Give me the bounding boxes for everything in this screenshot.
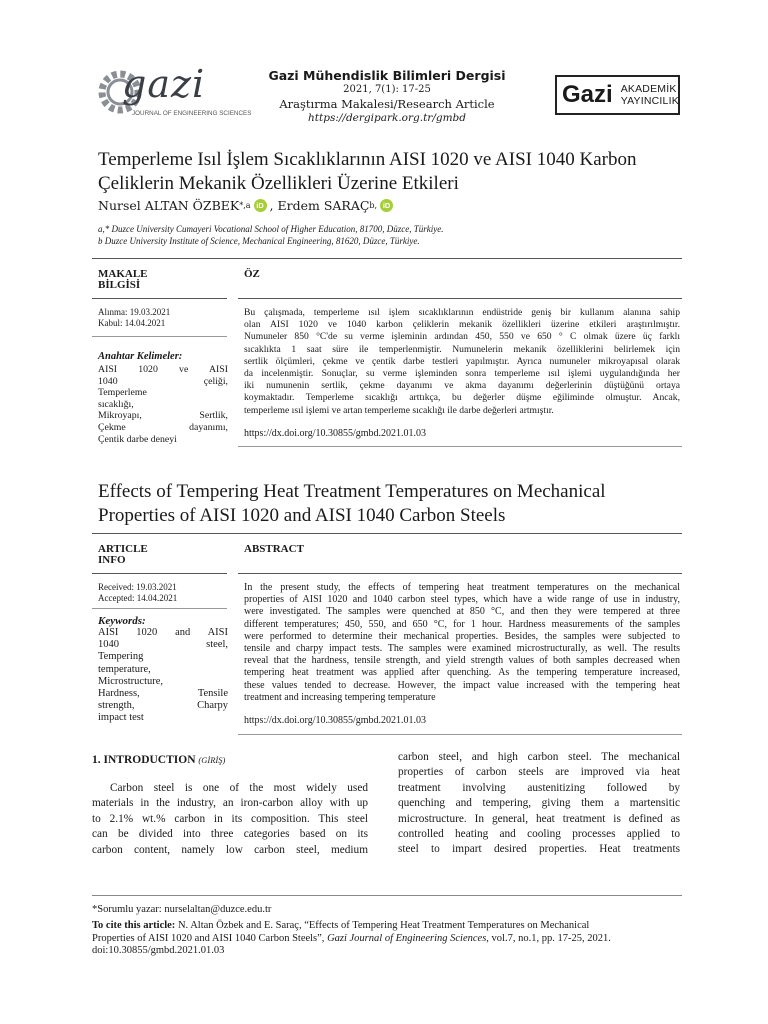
keyword: Tempering — [98, 651, 144, 663]
logo-word: gazi — [122, 62, 206, 106]
turkish-title-line1: Temperleme Isıl İşlem Sıcaklıklarının AISI 1020 ve AISI 1040 Karbon — [98, 149, 637, 170]
abstract-line: sıcaklıkta 1 saat süre ile temperlenmiştir. Numunelerin mekanik özelliklerini belirlemek için — [244, 343, 680, 355]
english-title-line2: Properties of AISI 1020 and AISI 1040 Carbon Steels — [98, 505, 506, 526]
received-date: Alınma: 19.03.2021 — [98, 307, 171, 317]
abstract-line: temperleme ısıl işlemi ve artan temperleme sıcaklığı ile darbe değerleri artmıştır. — [244, 404, 554, 416]
affiliation-b: b Duzce University Institute of Science, Mechanical Engineering, 81620, Düzce, Türkiye. — [98, 236, 420, 246]
abstract-line: Numuneler 850 °C'de su verme işleminin ardından 450, 550 ve 650 ° C olmak üzere üç farklı — [244, 331, 680, 343]
logo-subtitle: JOURNAL OF ENGINEERING SCIENCES — [132, 110, 252, 117]
abstract-line: reveal that the hardness, tensile strength, and yield strength values of both samples decreased when — [244, 655, 680, 667]
divider — [92, 533, 682, 534]
english-title-line1: Effects of Tempering Heat Treatment Temperatures on Mechanical — [98, 481, 606, 502]
oz-heading: ÖZ — [244, 268, 260, 280]
gazi-akademik-logo — [555, 75, 680, 115]
divider — [238, 298, 682, 299]
abstract-line: iki numunenin sertlik, çekme dayanımı ve akma dayanımı değerlerinin düştüğünü ortaya — [244, 380, 680, 392]
accepted-date: Accepted: 14.04.2021 — [98, 593, 178, 603]
divider — [92, 573, 227, 574]
abstract-line: In the present study, the effects of tempering heat treatment temperatures on the mechanical — [244, 582, 680, 593]
abstract-line: tensile and charpy impact tests. The samples were examined microstructurally, as well. The results — [244, 643, 680, 655]
author-sup: b, — [369, 201, 378, 210]
keyword: 1040 steel, — [98, 639, 228, 651]
keyword: Çekme dayanımı, — [98, 421, 228, 433]
accepted-date: Kabul: 14.04.2021 — [98, 318, 166, 328]
paragraph-line: carbon content, namely low carbon steel, medium — [92, 843, 368, 856]
intro-heading: 1. INTRODUCTION — [92, 754, 196, 766]
keyword: Çentik darbe deneyi — [98, 433, 177, 445]
paragraph-line: quenching and tempering, giving them a martensitic — [398, 797, 680, 810]
right-logo-word: Gazi — [562, 81, 613, 108]
intro-left-column — [92, 781, 368, 858]
cite-line: vol.7, no.1, pp. 17-25, 2021. — [491, 932, 611, 944]
abstract-line: treatment and increasing tempering temperature — [244, 691, 436, 703]
turkish-title-line2: Çeliklerin Mekanik Özellikleri Üzerine Etkileri — [98, 173, 459, 194]
cite-line: Properties of AISI 1020 and AISI 1040 Carbon Steels”, — [92, 932, 325, 944]
right-logo-text — [617, 83, 679, 107]
author-name: , Erdem SARAÇ — [269, 198, 370, 213]
right-logo-line2: YAYINCILIK — [620, 95, 679, 107]
paragraph-line: properties of carbon steels are improved via heat — [398, 766, 680, 779]
right-logo-line1: AKADEMİK — [620, 83, 677, 95]
keyword: strength, Charpy — [98, 700, 228, 712]
orcid-icon[interactable]: iD — [380, 199, 393, 212]
intro-right-column — [398, 750, 680, 858]
paragraph-line: carbon steel, and high carbon steel. The mechanical — [398, 751, 680, 763]
article-type: Araştırma Makalesi/Research Article — [279, 97, 495, 111]
abstract-line: tempering heat treatment was applied after quenching. As the tempering temperature increased, — [244, 667, 680, 679]
gazi-logo — [92, 62, 262, 124]
divider — [238, 573, 682, 574]
journal-issue: 2021, 7(1): 17-25 — [343, 84, 431, 95]
makale-bilgisi-heading: MAKALE BİLGİSİ — [98, 268, 148, 291]
english-abstract — [244, 582, 680, 704]
cite-line: N. Altan Özbek and E. Saraç, “Effects of Tempering Heat Treatment Temperatures on Mechanical — [177, 920, 590, 931]
keyword: 1040 çeliği, — [98, 375, 228, 387]
paragraph-line: Carbon steel is one of the most widely used — [110, 782, 368, 794]
journal-name: Gazi Mühendislik Bilimleri Dergisi — [268, 68, 506, 83]
keyword: impact test — [98, 712, 144, 724]
author-sup: *,a — [239, 201, 251, 210]
paragraph-line: microstructure. In general, heat treatment is defined as — [398, 812, 680, 825]
keywords-heading: Keywords: — [98, 615, 146, 627]
keyword: Hardness, Tensile — [98, 688, 228, 700]
keyword: sıcaklığı, — [98, 398, 134, 410]
cite-doi: doi:10.30855/gmbd.2021.01.03 — [92, 945, 225, 956]
keyword: Mikroyapı, Sertlik, — [98, 410, 228, 422]
affiliation-a: a,* Duzce University Cumayeri Vocational School of Higher Education, 81700, Düzce, Türkiye. — [98, 224, 444, 234]
doi-link[interactable]: https://dx.doi.org/10.30855/gmbd.2021.01.03 — [244, 428, 427, 439]
turkish-abstract — [244, 307, 680, 417]
abstract-line: koymaktadır. Temperleme sıcaklığı arttıkça, bu değerler düşme eğiliminde olmuştur. Ancak, — [244, 392, 680, 404]
citation — [92, 920, 682, 958]
abstract-line: Bu çalışmada, temperleme ısıl işlem sıcaklıklarının endüstride geniş bir kullanım alanına sahip — [244, 307, 680, 318]
received-date: Received: 19.03.2021 — [98, 582, 177, 592]
author-name: Nursel ALTAN ÖZBEK — [98, 198, 240, 213]
keywords-heading: Anahtar Kelimeler: — [98, 351, 183, 362]
section-heading — [92, 754, 225, 766]
orcid-icon[interactable]: iD — [254, 199, 267, 212]
paragraph-line: steel to impart desired properties. Heat treatments — [398, 843, 680, 856]
divider — [92, 258, 682, 259]
divider — [92, 608, 227, 609]
keyword: Microstructure, — [98, 675, 164, 687]
keyword: temperature, — [98, 663, 151, 675]
cite-label: To cite this article: — [92, 920, 176, 931]
keywords-list — [98, 364, 228, 445]
turkish-title — [98, 148, 698, 196]
paragraph-line: treatment involving austenitizing followed by — [398, 781, 680, 794]
divider — [238, 446, 682, 447]
corresponding-label: *Sorumlu yazar: — [92, 904, 162, 915]
paragraph-line: controlled heating and cooling processes applied to — [398, 828, 680, 841]
abstract-line: different temperatures; 450, 550, and 650 °C, for 1 hour. Hardness measurements of the samples — [244, 618, 680, 630]
divider — [238, 734, 682, 735]
footnote-divider — [92, 895, 682, 896]
abstract-line: properties of AISI 1020 and 1040 carbon steel types, which have a wide range of use in industry, — [244, 594, 680, 606]
divider — [92, 298, 227, 299]
abstract-line: sertlik ölçümleri, çekme ve çentik darbe testleri yapılmıştır. Ayrıca numuneler mikroyapısal olarak — [244, 355, 680, 367]
cite-journal: Gazi Journal of Engineering Sciences, — [327, 932, 489, 944]
abstract-heading: ABSTRACT — [244, 543, 304, 555]
doi-link[interactable]: https://dx.doi.org/10.30855/gmbd.2021.01.03 — [244, 715, 427, 726]
keyword: Temperleme — [98, 387, 147, 399]
abstract-line: were performed to determine their mechanical properties. Besides, the samples were subjected to — [244, 630, 680, 642]
english-title — [98, 480, 698, 528]
keyword: AISI 1020 and AISI — [98, 627, 228, 638]
keywords-list — [98, 627, 228, 725]
paragraph-line: to 2.1% wt.% carbon in its composition. This steel — [92, 812, 368, 825]
abstract-line: were investigated. The samples were quenched at 850 °C, and then they were tempered at three — [244, 606, 680, 618]
divider — [92, 336, 227, 337]
corresponding-email[interactable]: nurselaltan@duzce.edu.tr — [164, 904, 272, 915]
abstract-line: da incelenmiştir. Sonuçlar, su verme işleminden sonra temperleme ısıl işlemi uygulandığında her — [244, 368, 680, 380]
corresponding-author — [92, 904, 271, 915]
abstract-line: olan AISI 1020 ve 1040 karbon çeliklerin mekanik özellikleri üzerine etkileri araştırılmıştır. — [244, 319, 680, 331]
article-info-heading: ARTICLE INFO — [98, 543, 148, 566]
journal-url-link[interactable]: https://dergipark.org.tr/gmbd — [308, 112, 466, 124]
authors — [98, 198, 396, 213]
keyword: AISI 1020 ve AISI — [98, 364, 228, 375]
paragraph-line: can be divided into three categories based on its — [92, 828, 368, 841]
abstract-line: these values tended to decrease. However, the impact value increased with the tempering heat — [244, 679, 680, 691]
paragraph-line: materials in the industry, an iron-carbon alloy with up — [92, 797, 368, 810]
intro-heading-tr: (GİRİŞ) — [198, 755, 226, 765]
